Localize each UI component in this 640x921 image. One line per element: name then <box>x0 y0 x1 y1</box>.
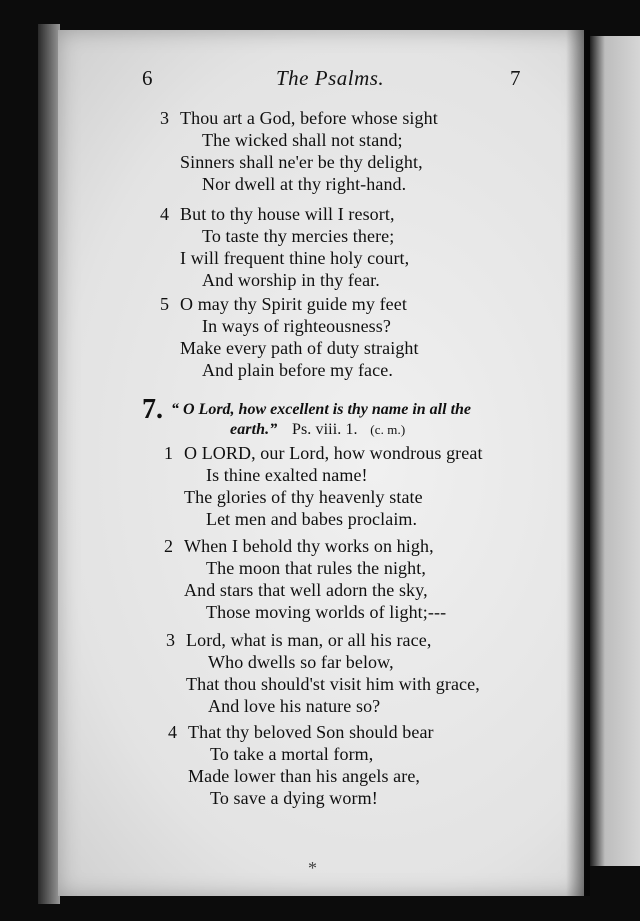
verse-line: Let men and babes proclaim. <box>206 509 418 529</box>
footer-mark: * <box>308 858 317 878</box>
verse-line: 4 That thy beloved Son should bear <box>168 722 434 742</box>
verse-line: That thou should'st visit him with grace, <box>186 674 480 694</box>
verse-line: To save a dying worm! <box>210 788 378 808</box>
verse-line: 2 When I behold thy works on high, <box>164 536 434 556</box>
verse-line: Sinners shall ne'er be thy delight, <box>180 152 423 172</box>
running-title: The Psalms. <box>276 66 385 90</box>
book-spine <box>38 24 60 904</box>
gutter-shadow <box>566 30 590 896</box>
meter-label: (c. m.) <box>370 422 406 437</box>
verse-line: 3 Lord, what is man, or all his race, <box>166 630 432 650</box>
verse-line: And worship in thy fear. <box>202 270 380 290</box>
verse-line: In ways of righteousness? <box>202 316 391 336</box>
next-page-edge <box>590 36 640 866</box>
verse-line: Is thine exalted name! <box>206 465 368 485</box>
book-page <box>58 30 584 896</box>
page-number-left: 6 <box>142 66 153 90</box>
verse-line: To take a mortal form, <box>210 744 374 764</box>
verse-line: To taste thy mercies there; <box>202 226 395 246</box>
page-header <box>58 66 584 96</box>
verse-line: 5 O may thy Spirit guide my feet <box>160 294 407 314</box>
verse-number: 3 <box>166 630 176 650</box>
verse-number: 2 <box>164 536 174 556</box>
verse-number: 3 <box>160 108 170 128</box>
verse-line: Those moving worlds of light;--- <box>206 602 447 622</box>
psalm-number: 7. <box>142 394 163 425</box>
verse-line: Nor dwell at thy right-hand. <box>202 174 407 194</box>
verse-line: Make every path of duty straight <box>180 338 419 358</box>
verse-line: The wicked shall not stand; <box>202 130 403 150</box>
verse-number: 4 <box>160 204 170 224</box>
psalm-epigraph: “ O Lord, how excellent is thy name in all the <box>171 401 472 418</box>
verse-number: 4 <box>168 722 178 742</box>
verse-line: Made lower than his angels are, <box>188 766 421 786</box>
verse-line: I will frequent thine holy court, <box>180 248 410 268</box>
verse-line: 3 Thou art a God, before whose sight <box>160 108 438 128</box>
verse-line: And stars that well adorn the sky, <box>184 580 428 600</box>
verse-line: 4 But to thy house will I resort, <box>160 204 395 224</box>
verse-line: Who dwells so far below, <box>208 652 394 672</box>
verse-number: 1 <box>164 443 174 463</box>
scripture-reference: Ps. viii. 1. <box>291 421 358 438</box>
psalm-epigraph-continued: earth.” Ps. viii. 1. (c. m.) <box>230 421 406 438</box>
verse-line: And love his nature so? <box>208 696 381 716</box>
verse-number: 5 <box>160 294 170 314</box>
verse-line: And plain before my face. <box>202 360 393 380</box>
verse-line: The moon that rules the night, <box>206 558 426 578</box>
verse-line: The glories of thy heavenly state <box>184 487 423 507</box>
page-number-right: 7 <box>510 66 521 90</box>
verse-line: 1 O LORD, our Lord, how wondrous great <box>164 443 483 463</box>
